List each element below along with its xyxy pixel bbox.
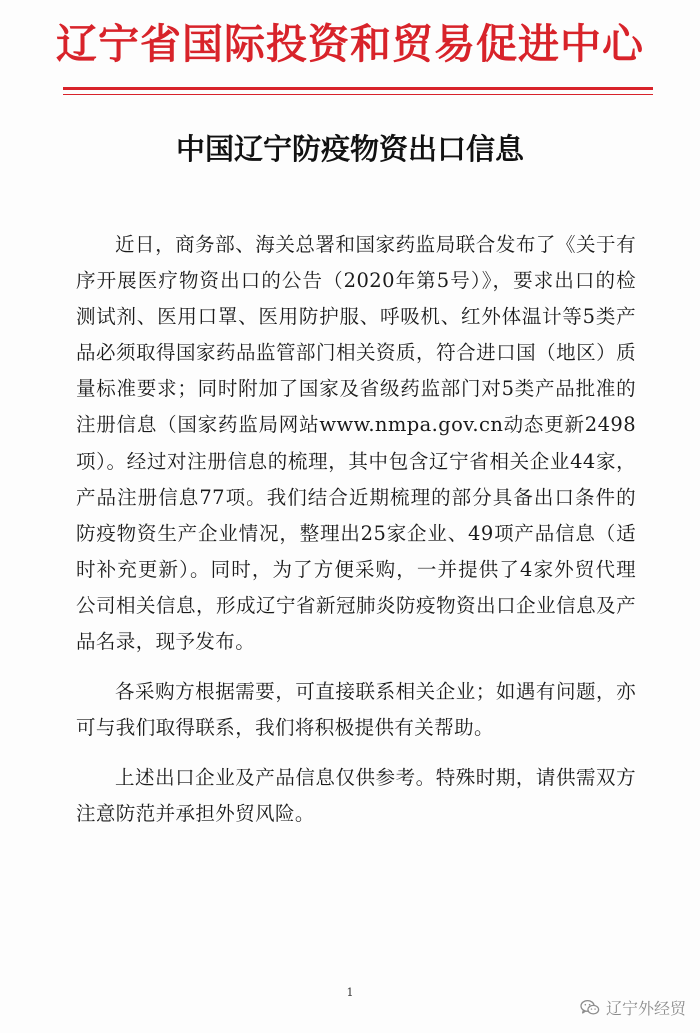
organization-header: 辽宁省国际投资和贸易促进中心	[56, 20, 644, 68]
body-paragraph-3: 上述出口企业及产品信息仅供参考。特殊时期，请供需双方注意防范并承担外贸风险。	[76, 766, 636, 826]
wechat-watermark	[580, 996, 686, 1019]
wechat-icon	[580, 999, 600, 1017]
page-number: 1	[346, 986, 354, 999]
header-rule-thin	[63, 94, 653, 95]
watermark-text: 辽宁外经贸	[605, 999, 686, 1018]
body-paragraph-2: 各采购方根据需要，可直接联系相关企业；如遇有问题，亦可与我们取得联系，我们将积极提供有关帮助。	[76, 680, 636, 740]
header-rule-thick	[63, 87, 653, 90]
document-body	[76, 227, 636, 847]
body-paragraph-1: 近日，商务部、海关总署和国家药监局联合发布了《关于有序开展医疗物资出口的公告（2020年第5号）》，要求出口的检测试剂、医用口罩、医用防护服、呼吸机、红外体温计等5类产品必须取得国家药品监管部门相关资质，符合进口国（地区）质量标准要求；同时附加了国家及省级药监部门对5类产品批准的注册信息（国家药监局网站www.nmpa.gov.cn动态更新2498项）。经过对注册信息的梳理，其中包含辽宁省相关企业44家，产品注册信息77项。我们结合近期梳理的部分具备出口条件的防疫物资生产企业情况，整理出25家企业、49项产品信息（适时补充更新）。同时，为了方便采购，一并提供了4家外贸代理公司相关信息，形成辽宁省新冠肺炎防疫物资出口企业信息及产品名录，现予发布。	[76, 233, 636, 654]
document-title: 中国辽宁防疫物资出口信息	[175, 132, 524, 166]
